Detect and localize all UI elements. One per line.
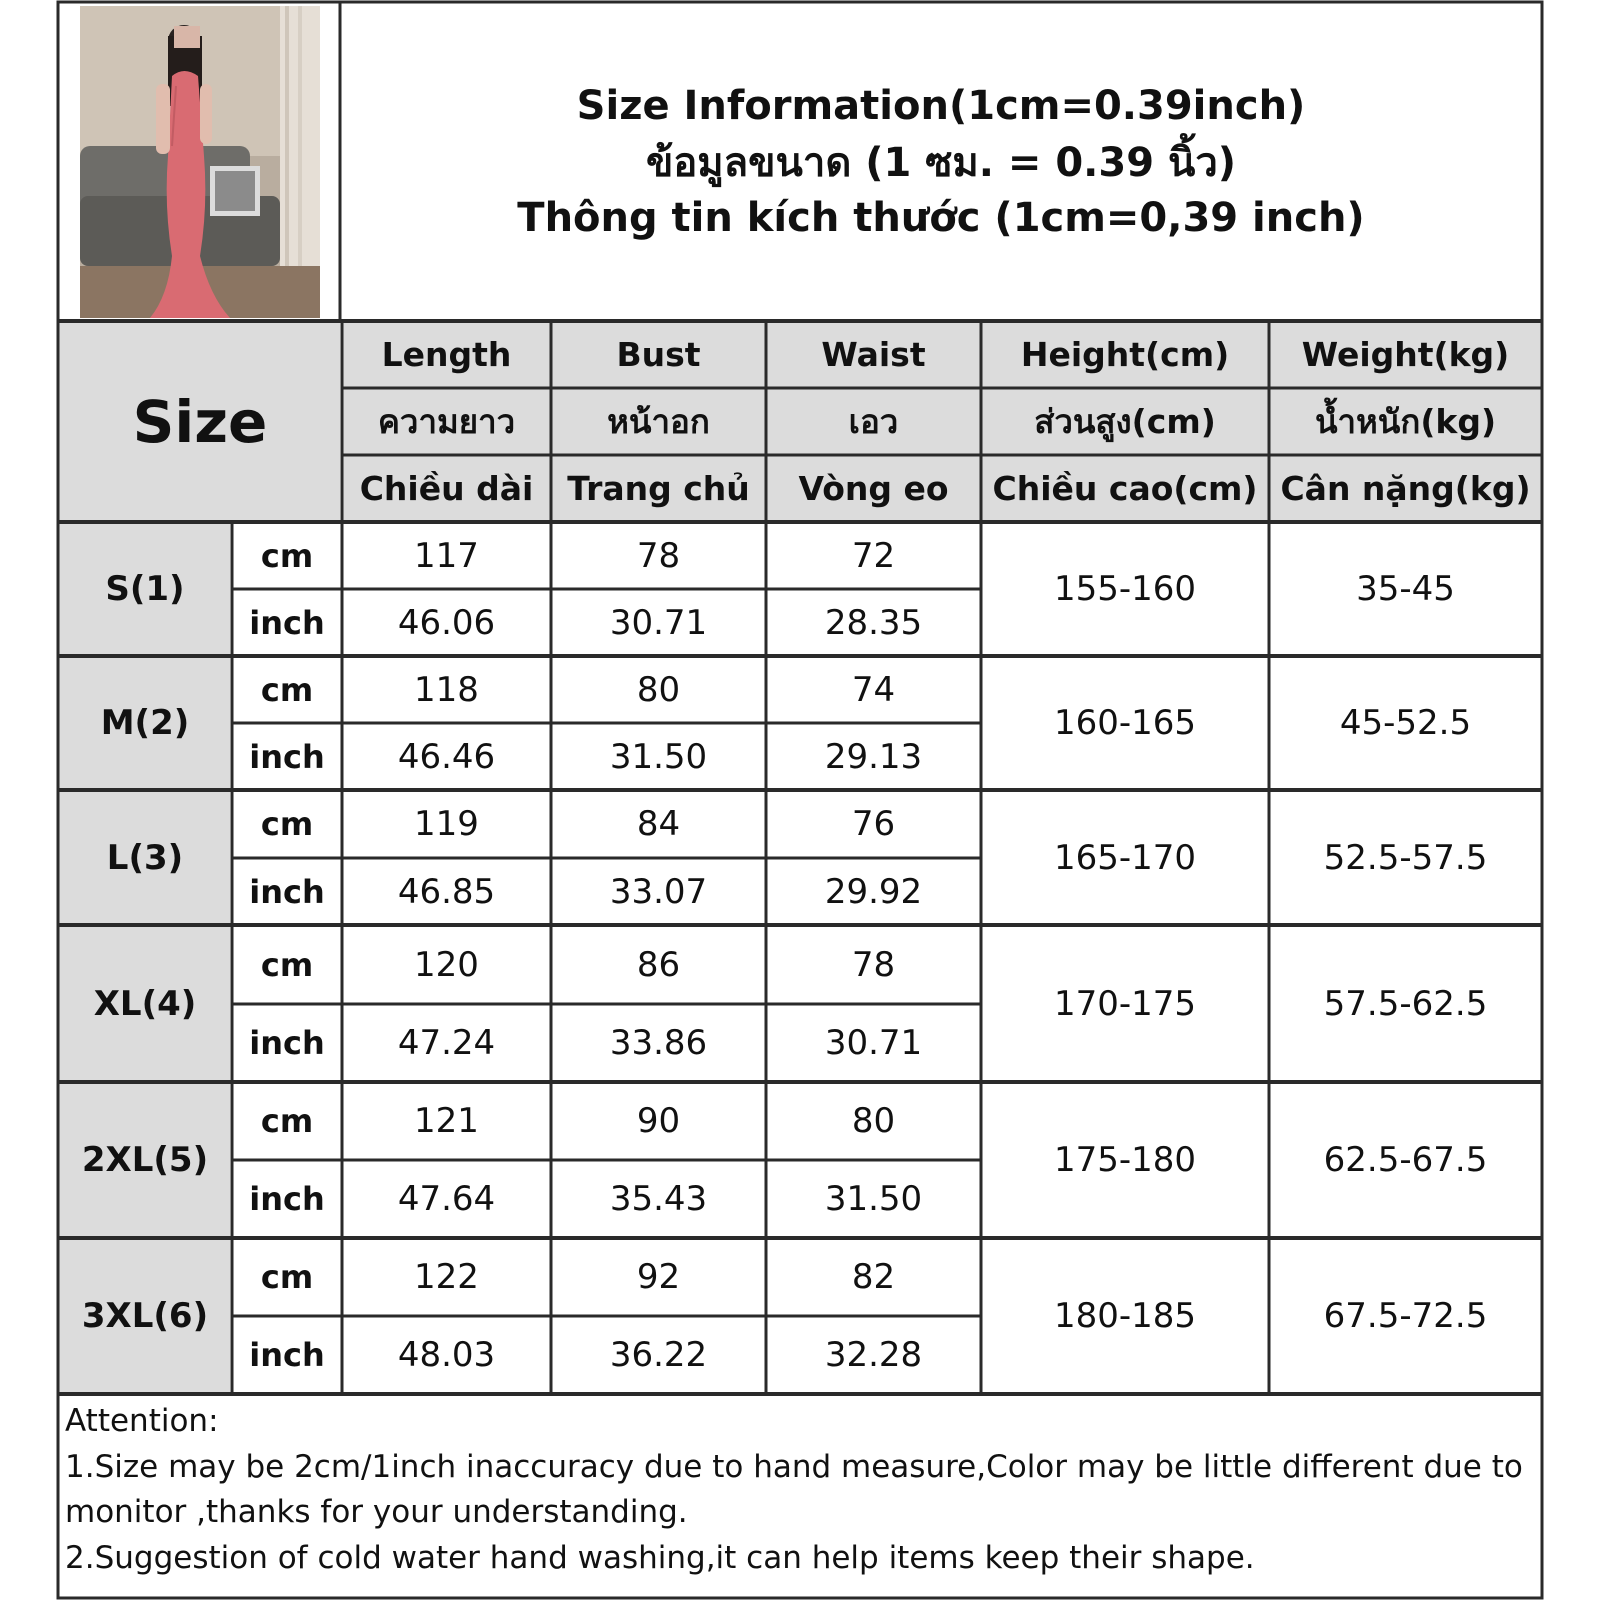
column-header-th: น้ำหนัก(kg): [1314, 402, 1497, 441]
unit-cm-label: cm: [260, 536, 314, 575]
measure-inch-value: 47.24: [397, 1023, 496, 1063]
measure-cm-value: 74: [851, 669, 896, 710]
weight-range: 57.5-62.5: [1323, 983, 1488, 1024]
height-range: 180-185: [1053, 1296, 1197, 1336]
column-header-vi: Trang chủ: [567, 469, 750, 508]
measure-cm-value: 78: [851, 944, 896, 985]
measure-cm-value: 121: [414, 1101, 479, 1141]
measure-inch-value: 36.22: [609, 1335, 708, 1375]
measure-cm-value: 117: [414, 535, 479, 576]
weight-range: 35-45: [1356, 569, 1455, 609]
size-header: Size: [132, 388, 268, 456]
measure-inch-value: 30.71: [824, 1023, 923, 1063]
column-header-en: Weight(kg): [1301, 335, 1510, 374]
measure-inch-value: 30.71: [609, 602, 708, 643]
unit-inch-label: inch: [249, 737, 325, 776]
measure-inch-value: 31.50: [824, 1179, 923, 1219]
column-header-en: Length: [381, 335, 512, 374]
weight-range: 45-52.5: [1339, 703, 1472, 743]
measure-inch-value: 46.46: [397, 736, 496, 777]
title-vietnamese: Thông tin kích thước (1cm=0,39 inch): [517, 195, 1365, 241]
measure-inch-value: 33.07: [609, 871, 708, 912]
title-thai: ข้อมูลขนาด (1 ซม. = 0.39 นิ้ว): [645, 140, 1237, 186]
measure-inch-value: 29.13: [824, 736, 923, 777]
height-range: 175-180: [1053, 1140, 1197, 1180]
measure-cm-value: 84: [636, 804, 681, 844]
attention-heading: Attention:: [65, 1403, 219, 1439]
size-label: 2XL(5): [81, 1140, 209, 1180]
column-header-vi: Chiều dài: [359, 469, 534, 508]
unit-cm-label: cm: [260, 945, 314, 984]
unit-inch-label: inch: [249, 1336, 325, 1374]
column-header-en: Waist: [821, 335, 926, 374]
unit-inch-label: inch: [249, 603, 325, 642]
weight-range: 67.5-72.5: [1323, 1296, 1488, 1336]
measure-inch-value: 47.64: [397, 1179, 496, 1219]
measure-inch-value: 28.35: [824, 602, 923, 643]
column-header-vi: Vòng eo: [798, 469, 949, 508]
size-label: 3XL(6): [81, 1296, 209, 1336]
column-header-th: หน้าอก: [607, 402, 710, 441]
measure-inch-value: 46.06: [397, 602, 496, 643]
column-header-th: ส่วนสูง(cm): [1034, 402, 1216, 441]
unit-cm-label: cm: [260, 1258, 314, 1296]
unit-inch-label: inch: [249, 1180, 325, 1218]
height-range: 155-160: [1053, 569, 1197, 609]
column-header-th: เอว: [848, 402, 899, 441]
unit-cm-label: cm: [260, 1102, 314, 1140]
size-label: XL(4): [93, 983, 197, 1024]
height-range: 165-170: [1053, 837, 1197, 878]
measure-cm-value: 78: [636, 535, 681, 576]
column-header-vi: Chiều cao(cm): [992, 469, 1258, 508]
measure-cm-value: 82: [851, 1257, 896, 1297]
note-line-2: monitor ,thanks for your understanding.: [65, 1494, 688, 1530]
weight-range: 62.5-67.5: [1323, 1140, 1488, 1180]
measure-inch-value: 48.03: [397, 1335, 496, 1375]
weight-range: 52.5-57.5: [1323, 837, 1488, 878]
size-label: M(2): [100, 703, 190, 743]
measure-cm-value: 122: [414, 1257, 479, 1297]
column-header-en: Bust: [616, 335, 701, 374]
measure-cm-value: 119: [414, 804, 479, 844]
measure-inch-value: 31.50: [609, 736, 708, 777]
measure-inch-value: 46.85: [397, 871, 496, 912]
unit-inch-label: inch: [249, 872, 325, 911]
size-label: L(3): [106, 837, 184, 878]
measure-cm-value: 90: [636, 1101, 681, 1141]
measure-cm-value: 72: [851, 535, 896, 576]
unit-cm-label: cm: [260, 805, 314, 843]
measure-cm-value: 80: [851, 1101, 896, 1141]
measure-cm-value: 86: [636, 944, 681, 985]
column-header-vi: Cân nặng(kg): [1280, 469, 1531, 508]
measure-cm-value: 120: [414, 944, 479, 985]
size-label: S(1): [105, 569, 185, 609]
unit-cm-label: cm: [260, 670, 314, 709]
product-photo: [80, 6, 320, 318]
measure-cm-value: 80: [636, 669, 681, 710]
measure-cm-value: 92: [636, 1257, 681, 1297]
title-english: Size Information(1cm=0.39inch): [576, 83, 1306, 129]
measure-inch-value: 29.92: [824, 871, 923, 912]
measure-inch-value: 35.43: [609, 1179, 708, 1219]
measure-inch-value: 33.86: [609, 1023, 708, 1063]
note-line-3: 2.Suggestion of cold water hand washing,it can help items keep their shape.: [65, 1540, 1255, 1576]
note-line-1: 1.Size may be 2cm/1inch inaccuracy due to hand measure,Color may be little different due to: [65, 1449, 1523, 1485]
height-range: 170-175: [1053, 983, 1197, 1024]
column-header-th: ความยาว: [377, 402, 516, 441]
measure-cm-value: 118: [414, 669, 479, 710]
height-range: 160-165: [1053, 703, 1197, 743]
measure-cm-value: 76: [851, 804, 896, 844]
column-header-en: Height(cm): [1020, 335, 1230, 374]
measure-inch-value: 32.28: [824, 1335, 923, 1375]
unit-inch-label: inch: [249, 1024, 325, 1062]
